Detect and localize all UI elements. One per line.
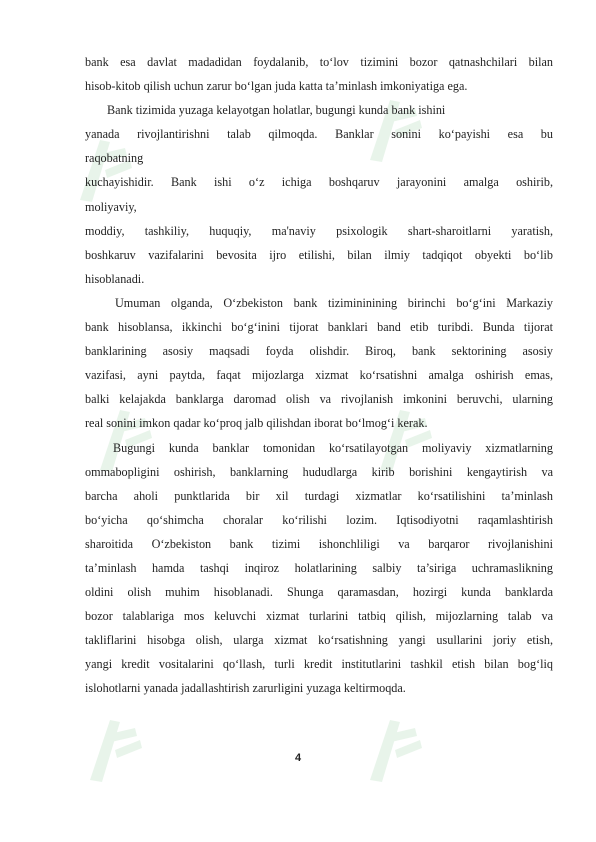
text-line: raqobatning	[85, 151, 144, 166]
text-line: sharoitida O‘zbekiston bank tizimi ishonchliligi va barqaror rivojlanishini	[85, 536, 553, 551]
text-line: Bugungi kunda banklar tomonidan ko‘rsatilayotgan moliyaviy xizmatlarning	[113, 440, 553, 455]
text-line: moliyaviy,	[85, 199, 137, 214]
watermark-logo-icon	[80, 710, 150, 790]
text-line: barcha aholi punktlarida bir xil turdagi xizmatlar ko‘rsatilishini ta’minlash	[85, 488, 553, 503]
text-line: vazifasi, ayni paytda, faqat mijozlarga xizmat ko‘rsatishni amalga oshirish emas,	[85, 368, 553, 383]
text-line: islohotlarni yanada jadallashtirish zarurligini yuzaga keltirmoqda.	[85, 681, 406, 696]
text-line: yangi kredit vositalarini qo‘llash, turli kredit institutlarini tashkil etish bilan bog‘liq	[85, 657, 553, 672]
text-line: Umuman olganda, O‘zbekiston bank tizimininining birinchi bo‘g‘ini Markaziy	[115, 295, 553, 310]
text-line: yanada rivojlantirishni talab qilmoqda. Banklar sonini ko‘payishi esa bu	[85, 127, 553, 142]
page-body	[85, 50, 553, 701]
text-line: bank esa davlat madadidan foydalanib, to‘lov tizimini bozor qatnashchilari bilan	[85, 55, 553, 69]
watermark-logo-icon	[360, 710, 430, 790]
text-line: bank hisoblansa, ikkinchi bo‘g‘inini tijorat banklari band etib turibdi. Bunda tijorat	[85, 320, 553, 335]
text-line: real sonini imkon qadar ko‘proq jalb qilishdan iborat bo‘lmog‘i kerak.	[85, 416, 428, 431]
text-line: hisoblanadi.	[85, 271, 145, 286]
text-line: takliflarini hisobga olish, ularga xizmat ko‘rsatishning yangi usullarini joriy etish,	[85, 633, 553, 648]
page-number: 4	[294, 752, 302, 764]
text-line: ta’minlash hamda tashqi inqiroz holatlarining salbiy ta’siriga uchramaslikning	[85, 560, 553, 575]
text-line: hisob-kitob qilish uchun zarur bo‘lgan juda katta ta’minlash imkoniyatiga ega.	[85, 79, 468, 94]
text-line: boshkaruv vazifalarini bevosita ijro etilishi, bilan ilmiy tadqiqot obyekti bo‘lib	[85, 247, 553, 262]
text-line: ommabopligini oshirish, banklarning hududlarga kirib borishini kengaytirish va	[85, 464, 553, 479]
text-line: balki kelajakda banklarga daromad olish va rivojlanish imkonini beruvchi, ularning	[85, 392, 553, 407]
text-line: banklarining asosiy maqsadi foyda olishdir. Biroq, bank sektorining asosiy	[85, 344, 553, 359]
text-line: oldini olish muhim hisoblanadi. Shunga qaramasdan, hozirgi kunda banklarda	[85, 585, 553, 600]
text-line: bo‘yicha qo‘shimcha choralar ko‘rilishi lozim. Iqtisodiyotni raqamlashtirish	[85, 512, 553, 527]
text-line: bozor talablariga mos keluvchi xizmat turlarini tatbiq qilish, mijozlarning talab va	[85, 609, 553, 624]
text-line: moddiy, tashkiliy, huquqiy, ma'naviy psixologik shart-sharoitlarni yaratish,	[85, 223, 553, 238]
text-line: kuchayishidir. Bank ishi o‘z ichiga boshqaruv jarayonini amalga oshirib,	[85, 175, 553, 190]
text-line: Bank tizimida yuzaga kelayotgan holatlar, bugungi kunda bank ishini	[107, 103, 446, 118]
